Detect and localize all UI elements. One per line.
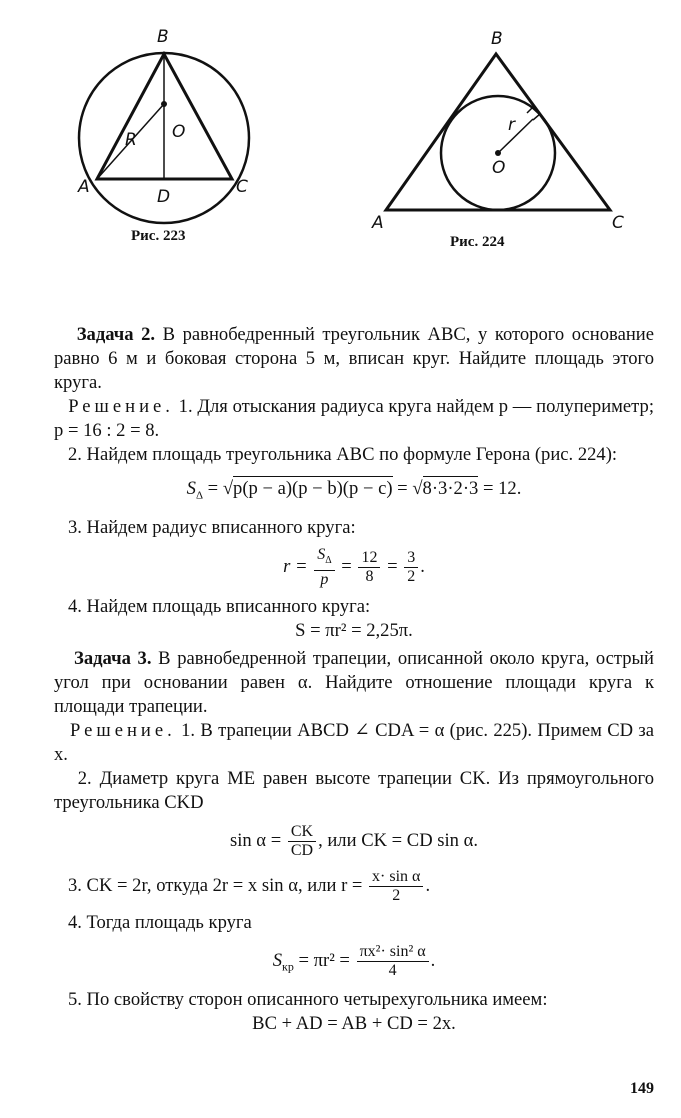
task-3-statement xyxy=(54,647,654,719)
formula-part: CD xyxy=(290,841,314,859)
circle-area-formula: $S_{кр} = \pi r^2$ = $\frac{\text{πx²· sin² α}}{4}$ . xyxy=(272,942,436,979)
figure-224 xyxy=(360,20,650,233)
step-text: 4. Найдем площадь вписанного круга: xyxy=(67,595,371,617)
step-text: 5. По свойству сторон описанного четырехугольника имеем: xyxy=(67,988,548,1010)
formula-part: = πr² = xyxy=(293,949,355,971)
step-text: 2. Найдем площадь треугольника ABC по формуле Герона (рис. 224): xyxy=(67,444,618,465)
task-2-step-2 xyxy=(54,443,654,467)
step-text: 2. Диаметр круга ME равен высоте трапеции CK. Из прямоугольного треугольника CKD xyxy=(54,767,654,813)
task-2-statement xyxy=(54,323,654,395)
fraction xyxy=(314,546,334,589)
label-c: C xyxy=(612,213,624,233)
task-3-step-5 xyxy=(54,988,654,1012)
task-2-text: В равнобедренный треугольник ABC, у которого основание равно 6 м и боковая сторона 5 м, вписан круг. Найдите площадь этого круга. xyxy=(54,324,654,393)
task-3-solution-step-1 xyxy=(54,719,654,767)
task-2-solution-step-1 xyxy=(54,395,654,443)
figure-223 xyxy=(60,20,280,220)
formula-part: кр xyxy=(282,959,294,974)
task-2-step-4 xyxy=(54,595,654,619)
page-number: 149 xyxy=(630,1080,654,1097)
formula-part: = 12. xyxy=(478,478,522,499)
area-formula: S = πr² = 2,25π. xyxy=(295,619,413,641)
solution-label: Решение. xyxy=(70,719,176,741)
task-3-text: В равнобедренной трапеции, описанной около круга, острый угол при основании равен α. Найдите отношение площади круга к площади трапеции. xyxy=(54,647,654,717)
radius-r xyxy=(498,119,533,153)
caption-fig-223: Рис. 223 xyxy=(131,228,186,244)
formula-part: 4 xyxy=(388,961,397,979)
radius-formula: r = $\frac{S_\Delta}{p}$ = $\frac{12}{8}$ = $\frac{3}{2}$ . xyxy=(283,545,425,588)
label-b: B xyxy=(157,27,169,47)
fraction xyxy=(357,943,429,980)
heron-formula: $S_\Delta = √p(p - a)(p - b)(p - c) = √8\cdot 3\cdot 2\cdot 3 = 12$. xyxy=(186,478,522,502)
label-r: R xyxy=(125,130,137,150)
center-point xyxy=(161,101,167,107)
step-text: 4. Тогда площадь круга xyxy=(67,911,252,933)
formula-part: 12 xyxy=(358,549,380,568)
center-point xyxy=(495,150,501,156)
task-2-step-3 xyxy=(54,516,654,540)
label-o: O xyxy=(172,122,186,142)
formula-part: = xyxy=(203,478,223,499)
task-3-title: Задача 3. xyxy=(74,647,152,669)
solution-label: Решение. xyxy=(68,396,174,417)
label-o: O xyxy=(492,158,506,178)
formula-part: CK xyxy=(288,823,316,842)
formula-part: 2 xyxy=(407,567,416,585)
label-b: B xyxy=(491,29,503,49)
formula-part: 3 xyxy=(404,549,418,568)
formula-part: πx²· sin² α xyxy=(357,943,429,962)
sine-formula xyxy=(54,823,654,860)
formula-part: r = xyxy=(283,555,313,577)
formula-part: = xyxy=(392,478,413,499)
formula-part: S xyxy=(317,545,326,563)
main-text xyxy=(54,323,654,1036)
label-d: D xyxy=(157,187,171,207)
task-3-step-4 xyxy=(54,911,654,935)
step-text: 3. CK = 2r, откуда 2r = x sin α, или r = xyxy=(67,874,368,896)
fraction xyxy=(358,549,380,586)
formula-part: p(p − a)(p − b)(p − c) xyxy=(233,478,393,499)
formula-part: x· sin α xyxy=(369,868,423,887)
fraction xyxy=(288,823,316,860)
formula-part: p xyxy=(320,570,329,588)
formula-part: , или CK = CD sin α. xyxy=(318,829,479,851)
final-formula: BC + AD = AB + CD = 2x. xyxy=(252,1012,456,1034)
formula-part: 2 xyxy=(392,886,401,904)
formula-part: sin α = xyxy=(229,829,286,851)
triangle-abc xyxy=(386,54,610,210)
step-text: 1. В трапеции ABCD ∠ CDA = α (рис. 225). Примем CD за x. xyxy=(54,719,654,765)
formula-part: Δ xyxy=(325,554,332,566)
task-3-step-2 xyxy=(54,767,654,815)
label-a: A xyxy=(372,213,384,233)
formula-part: S xyxy=(186,478,196,499)
step-text: 1. Для отыскания радиуса круга найдем p — полупериметр; p = 16 : 2 = 8. xyxy=(54,396,654,441)
formula-part: S xyxy=(272,949,282,971)
formula-part: 8 xyxy=(365,567,374,585)
task-2-title: Задача 2. xyxy=(76,324,156,345)
fraction xyxy=(369,868,423,905)
fraction xyxy=(404,549,418,586)
task-3-step-3: 3. CK = 2r, откуда 2r = x sin α, или r = $\frac{\text{x· sin α}}{2}$ . xyxy=(67,867,431,904)
formula-part: 8·3·2·3 xyxy=(422,478,479,499)
step-text: 3. Найдем радиус вписанного круга: xyxy=(67,516,356,538)
caption-fig-224: Рис. 224 xyxy=(450,234,505,250)
formula-part: Δ xyxy=(195,489,204,502)
label-r: r xyxy=(508,115,515,135)
label-a: A xyxy=(78,177,90,197)
label-c: C xyxy=(236,177,248,197)
